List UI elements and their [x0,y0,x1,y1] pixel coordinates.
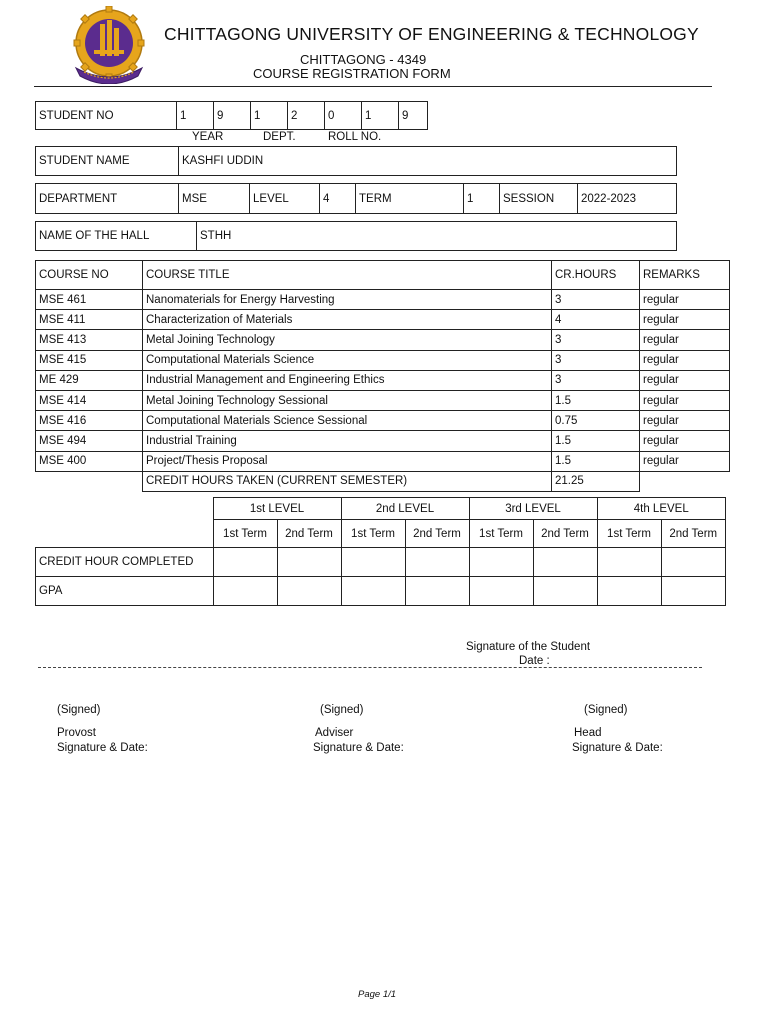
student-no-digit: 1 [362,102,399,130]
term-2-header: 2nd Term [405,520,469,548]
course-no: ME 429 [36,370,143,390]
term-1-header: 1st Term [213,520,277,548]
level-4-header: 4th LEVEL [597,498,726,520]
course-row [36,290,730,310]
course-remark: regular [640,350,730,370]
adviser-title: Adviser [315,727,354,739]
courses-table [35,260,730,492]
course-credit: 0.75 [552,411,640,431]
dept-caption: DEPT. [263,131,296,143]
student-no-table [35,101,428,130]
credit-completed-label: CREDIT HOUR COMPLETED [36,548,214,577]
header-cr-hours: CR.HOURS [552,261,640,290]
course-title: Metal Joining Technology Sessional [143,390,552,410]
course-no: MSE 416 [36,411,143,431]
term-label: TERM [356,184,464,214]
course-no: MSE 413 [36,330,143,350]
header-remarks: REMARKS [640,261,730,290]
course-no: MSE 400 [36,451,143,471]
course-credit: 3 [552,350,640,370]
credit-completed-row [36,548,726,577]
department-value: MSE [179,184,250,214]
provost-signature-date: Signature & Date: [57,742,148,754]
session-value: 2022-2023 [578,184,677,214]
hall-value: STHH [197,222,677,251]
grade-cell [597,548,661,577]
course-credit: 3 [552,370,640,390]
grade-cell [533,577,597,606]
blank-cell [36,520,214,548]
adviser-signed: (Signed) [320,704,364,716]
course-credit: 1.5 [552,390,640,410]
grade-cell [469,548,533,577]
course-remark: regular [640,330,730,350]
grades-table [35,497,726,606]
course-title: Computational Materials Science [143,350,552,370]
gpa-label: GPA [36,577,214,606]
course-credit: 3 [552,330,640,350]
signature-divider [38,667,702,668]
header-course-title: COURSE TITLE [143,261,552,290]
page-number: Page 1/1 [358,989,397,1000]
course-remark: regular [640,390,730,410]
level-label: LEVEL [250,184,320,214]
course-no: MSE 411 [36,310,143,330]
university-logo [66,6,152,84]
student-no-label: STUDENT NO [36,102,177,130]
grade-cell [469,577,533,606]
student-name-label: STUDENT NAME [36,147,179,176]
term-1-header: 1st Term [341,520,405,548]
course-remark: regular [640,370,730,390]
course-no: MSE 461 [36,290,143,310]
form-title: COURSE REGISTRATION FORM [253,66,451,81]
course-title: Industrial Training [143,431,552,451]
student-signature-label: Signature of the Student [466,641,591,653]
course-credit: 1.5 [552,451,640,471]
course-title: Project/Thesis Proposal [143,451,552,471]
credit-total-value: 21.25 [552,471,640,491]
adviser-signature-date: Signature & Date: [313,742,404,754]
level-value: 4 [320,184,356,214]
course-row [36,370,730,390]
courses-header-row [36,261,730,290]
course-remark: regular [640,431,730,451]
course-row [36,451,730,471]
term-2-header: 2nd Term [277,520,341,548]
course-row [36,310,730,330]
university-name: CHITTAGONG UNIVERSITY OF ENGINEERING & TECHNOLOGY [164,24,699,44]
course-remark: regular [640,290,730,310]
term-2-header: 2nd Term [661,520,726,548]
gpa-row [36,577,726,606]
session-label: SESSION [500,184,578,214]
provost-title: Provost [57,727,96,739]
student-no-digit: 0 [325,102,362,130]
student-no-digit: 2 [288,102,325,130]
university-city: CHITTAGONG - 4349 [300,52,427,67]
course-remark: regular [640,451,730,471]
student-no-digit: 1 [177,102,214,130]
course-title: Computational Materials Science Sessional [143,411,552,431]
department-table [35,183,677,214]
level-3-header: 3rd LEVEL [469,498,597,520]
student-no-digit: 9 [399,102,428,130]
course-title: Nanomaterials for Energy Harvesting [143,290,552,310]
course-no: MSE 494 [36,431,143,451]
grade-cell [405,548,469,577]
grade-cell [661,577,726,606]
student-name-table [35,146,677,176]
course-title: Industrial Management and Engineering Ethics [143,370,552,390]
grade-cell [277,548,341,577]
course-row [36,330,730,350]
header-course-no: COURSE NO [36,261,143,290]
hall-table [35,221,677,251]
student-no-digit: 1 [251,102,288,130]
term-1-header: 1st Term [469,520,533,548]
roll-caption: ROLL NO. [328,131,382,143]
course-remark: regular [640,411,730,431]
student-name-value: KASHFI UDDIN [179,147,677,176]
grade-cell [533,548,597,577]
grade-cell [341,548,405,577]
course-remark: regular [640,310,730,330]
header-divider [34,86,712,87]
course-row [36,350,730,370]
course-row [36,431,730,451]
date-label: Date : [519,655,550,667]
provost-signed: (Signed) [57,704,101,716]
course-title: Characterization of Materials [143,310,552,330]
course-row [36,390,730,410]
grade-cell [597,577,661,606]
blank-cell [640,471,730,491]
course-credit: 4 [552,310,640,330]
department-label: DEPARTMENT [36,184,179,214]
grade-cell [341,577,405,606]
head-signature-date: Signature & Date: [572,742,663,754]
grade-cell [661,548,726,577]
grade-cell [213,577,277,606]
grade-cell [213,548,277,577]
student-no-digit: 9 [214,102,251,130]
course-credit: 1.5 [552,431,640,451]
year-caption: YEAR [192,131,224,143]
course-row [36,411,730,431]
blank-cell [36,498,214,520]
grade-cell [405,577,469,606]
blank-cell [36,471,143,491]
term-1-header: 1st Term [597,520,661,548]
head-title: Head [574,727,602,739]
course-no: MSE 414 [36,390,143,410]
course-no: MSE 415 [36,350,143,370]
level-1-header: 1st LEVEL [213,498,341,520]
credit-total-label: CREDIT HOURS TAKEN (CURRENT SEMESTER) [143,471,552,491]
head-signed: (Signed) [584,704,628,716]
course-credit: 3 [552,290,640,310]
hall-label: NAME OF THE HALL [36,222,197,251]
grade-cell [277,577,341,606]
term-2-header: 2nd Term [533,520,597,548]
course-title: Metal Joining Technology [143,330,552,350]
credit-total-row [36,471,730,491]
level-2-header: 2nd LEVEL [341,498,469,520]
term-value: 1 [464,184,500,214]
